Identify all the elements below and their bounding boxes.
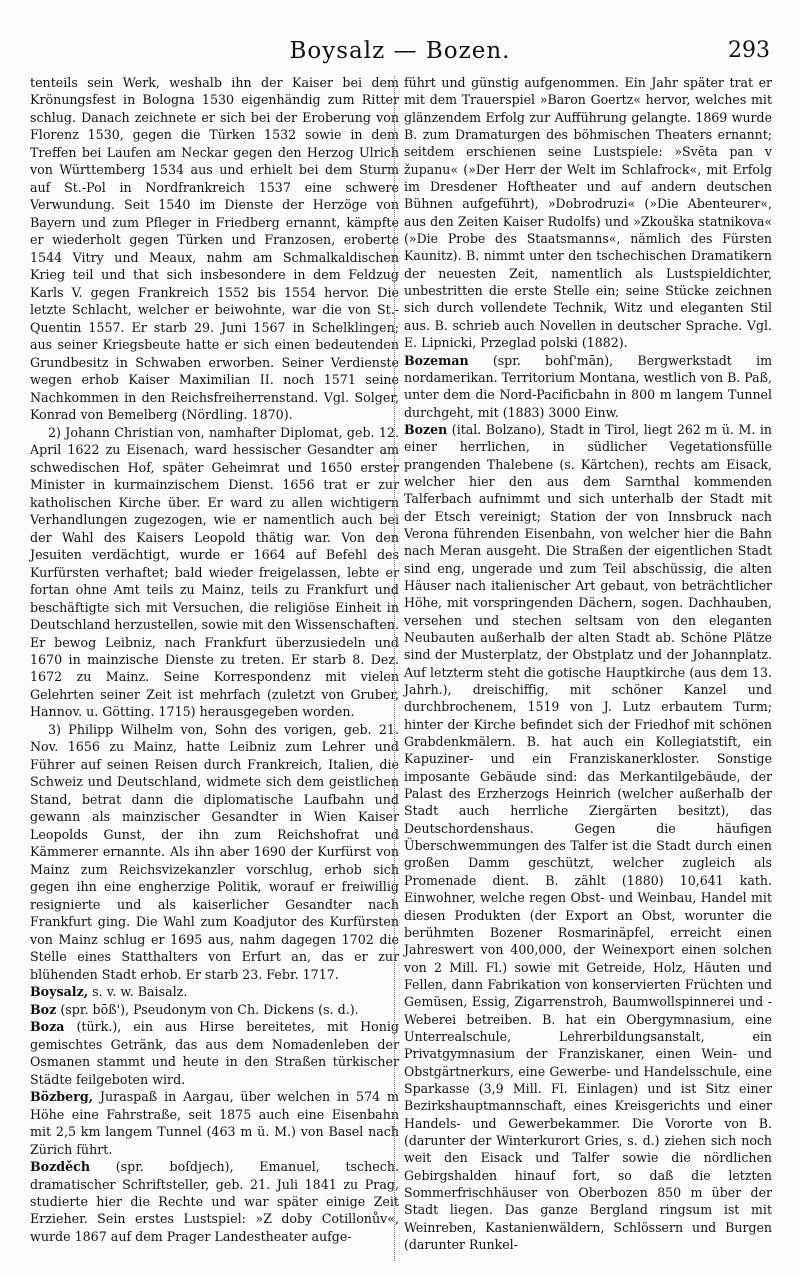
entry-headword: Boysalz, — [30, 984, 89, 1000]
entry-headword: Bözberg, — [30, 1089, 94, 1105]
entry-text: Juraspaß in Aargau, über welchen in 574 m Höhe eine Fahrstraße, seit 1875 auch eine Eisenbahn mit 2,5 km langem Tunnel (463 m ü. M.) von Basel nach Zürich führt. — [30, 1089, 399, 1157]
entry-headword: Boza — [30, 1019, 65, 1035]
entry-text: 3) Philipp Wilhelm von, Sohn des vorigen, geb. 21. Nov. 1656 zu Mainz, hatte Leibniz zum Lehrer und Führer auf seinen Reisen durch Frankreich, Italien, die Schweiz und Deutschland, widmete sich dem geistlichen Stand, betrat dann die diplomatische Laufbahn und gewann als mainzischer Gesandter in Wien Kaiser Leopolds Gunst, der ihn zum Reichshofrat und Kämmerer ernannte. Als ihn aber 1690 der Kurfürst von Mainz zum Reichsvizekanzler vorschlug, erhob sich gegen ihn eine engherzige Politik, worauf er freiwillig resignierte und als kaiserlicher Gesandter nach Frankfurt ging. Die Wahl zum Koadjutor des Kurfürsten von Mainz schlug er 1695 aus, nahm dagegen 1702 die Stelle eines Statthalters von Erfurt an, das er zur blühenden Stadt erhob. Er starb 23. Febr. 1717. — [30, 721, 399, 982]
dictionary-entry — [404, 352, 772, 421]
dictionary-entry — [30, 1158, 399, 1245]
left-column — [30, 74, 399, 1245]
entry-text: führt und günstig aufgenommen. Ein Jahr später trat er mit dem Trauerspiel »Baron Goertz« hervor, welches mit glänzendem Erfolg zur Aufführung gelangte. 1869 wurde B. zum Dramaturgen des böhmischen Theaters ernannt; seitdem erschienen seine Lustspiele: »Svĕta pan v županu« (»Der Herr der Welt im Schlafrock«, mit Erfolg im Dresdener Hoftheater und auf andern deutschen Bühnen aufgeführt), »Dobrodruzi« (»Die Abenteurer«, aus den Zeiten Kaiser Rudolfs) und »Zkouška statnikova« (»Die Probe des Staatsmanns«, nämlich des Fürsten Kaunitz). B. nimmt unter den tschechischen Dramatikern der neuesten Zeit, namentlich als Lustspieldichter, unbestritten die erste Stelle ein; seine Stücke zeichnen sich durch vollendete Technik, Witz und eleganten Stil aus. B. schrieb auch Novellen in deutscher Sprache. Vgl. E. Lipnicki, Przeglad polski (1882). — [404, 75, 772, 351]
page-number: 293 — [728, 38, 770, 63]
dictionary-entry — [30, 1018, 399, 1088]
dictionary-entry — [404, 421, 772, 1254]
entry-text: (ital. Bolzano), Stadt in Tirol, liegt 262 m ü. M. in einer herrlichen, in südlicher Vegetationsfülle prangenden Thalebene (s. Kärtchen), rechts am Eisack, welcher hier den aus dem Sarnthal kommenden Talferbach aufnimmt und sich unterhalb der Stadt mit der Etsch vereinigt; Station der von Innsbruck nach Verona führenden Eisenbahn, von welcher hier die Bahn nach Meran ausgeht. Die Straßen der eigentlichen Stadt sind eng, ungerade und zum Teil abschüssig, die alten Häuser nach italienischer Art gebaut, von beträchtlicher Höhe, mit vorspringenden Dächern, sogen. Dachhauben, versehen und stechen seltsam von den eleganten Neubauten außerhalb der alten Stadt ab. Schöne Plätze sind der Musterplatz, der Obstplatz und der Johannplatz. Auf letzterm steht die gotische Hauptkirche (aus dem 13. Jahrh.), dreischiffig, mit schöner Kanzel und durchbrochenem, 1519 von J. Lutz erbautem Turm; hinter der Kirche befindet sich der Friedhof mit schönen Grabdenkmälern. B. hat auch ein Kollegiatstift, ein Kapuziner- und ein Franziskanerkloster. Sonstige imposante Gebäude sind: das Merkantilgebäude, der Palast des Erzherzogs Heinrich (welcher außerhalb der Stadt auch herrliche Ziergärten besitzt), das Deutschordenshaus. Gegen die häufigen Überschwemmungen des Talfer ist die Stadt durch einen großen Damm geschützt, welcher zugleich als Promenade dient. B. zählt (1880) 10,641 kath. Einwohner, welche regen Obst- und Weinbau, Handel mit diesen Produkten (der Export an Obst, worunter die berühmten Bozener Rosmarinäpfel, erreicht einen Jahreswert von 400,000, der Weinexport einen solchen von 2 Mill. Fl.) sowie mit Getreide, Holz, Häuten und Fellen, dann Fabrikation von konservierten Früchten und Gemüsen, Essig, Zigarrenstroh, Baumwollspinnerei und -Weberei betreiben. B. hat ein Obergymnasium, eine Unterrealschule, Lehrerbildungsanstalt, ein Privatgymnasium der Franziskaner, einen Wein- und Obstgärtnerkurs, eine Gewerbe- und Handelsschule, eine Sparkasse (3,9 Mill. Fl. Einlagen) und ist Sitz einer Bezirkshauptmannschaft, eines Kreisgerichts und einer Handels- und Gewerbekammer. Die Vororte von B. (darunter der Winterkurort Gries, s. d.) ziehen sich noch weit den Eisack und Talfer sowie die nördlichen Gebirgshalden hinauf fort, so daß die letzten Sommerfrischhäuser von Oberbozen 850 m über der Stadt liegen. Das ganze Bergland ringsum ist mit Weinreben, Kastanienwäldern, Schlössern und Burgen (darunter Runkel- — [404, 421, 772, 1253]
entry-text: (spr. bōß'), Pseudonym von Ch. Dickens (s. d.). — [56, 1001, 359, 1017]
right-column — [404, 74, 772, 1253]
column-divider — [394, 76, 396, 1261]
entry-paragraph — [404, 74, 772, 352]
entry-text: (türk.), ein aus Hirse bereitetes, mit Honig gemischtes Getränk, das aus dem Nomadenleben der Osmanen stammt und heute in den Straßen türkischer Städte feilgeboten wird. — [30, 1019, 399, 1087]
entry-paragraph — [30, 721, 399, 983]
entry-headword: Boz — [30, 1001, 57, 1017]
entry-text: tenteils sein Werk, weshalb ihn der Kaiser bei dem Krönungsfest in Bologna 1530 eigenhändig zum Ritter schlug. Danach zeichnete er sich bei der Eroberung von Florenz 1530, gegen die Türken 1532 sowie in dem Treffen bei Laufen am Neckar gegen den Herzog Ulrich von Württemberg 1534 aus und erhielt bei dem Sturm auf St.-Pol in Nordfrankreich 1537 eine schwere Verwundung. Seit 1540 im Dienste der Herzöge von Bayern und zum Pfleger in Friedberg ernannt, kämpfte er wiederholt gegen Türken und Franzosen, eroberte 1544 Vitry und Meaux, nahm am Schmalkaldischen Krieg teil und that sich insbesondere in dem Feldzug Karls V. gegen Frankreich 1552 bis 1554 hervor. Die letzte Schlacht, welcher er beiwohnte, war die von St.-Quentin 1557. Er starb 29. Juni 1567 in Schelklingen; aus seiner Kriegsbeute hatte er sich einen bedeutenden Grundbesitz in Schwaben erworben. Seiner Verdienste wegen erhob Kaiser Maximilian II. noch 1571 seine Nachkommen in den Reichsfreiherrenstand. Vgl. Solger, Konrad von Bemelberg (Nördling. 1870). — [30, 75, 399, 423]
page-header — [30, 38, 770, 68]
dictionary-entry — [30, 983, 399, 1000]
entry-paragraph — [30, 424, 399, 721]
entry-headword: Bozeman — [404, 352, 469, 368]
entry-text: 2) Johann Christian von, namhafter Diplomat, geb. 12. April 1622 zu Eisenach, ward hessischer Gesandter am schwedischen Hof, später Geheimrat und 1650 erster Minister in kurmainzischem Dienst. 1656 trat er zur katholischen Kirche über. Er ward zu allen wichtigern Verhandlungen zugezogen, wie er namentlich auch bei der Wahl des Kaisers Leopold thätig war. Von den Jesuiten verdächtigt, wurde er 1664 auf Befehl des Kurfürsten verhaftet; bald wieder freigelassen, lebte er fortan ohne Amt teils zu Mainz, teils zu Frankfurt und beschäftigte sich mit Versuchen, die religiöse Einheit in Deutschland herzustellen, sowie mit den Wissenschaften. Er bewog Leibniz, nach Frankfurt überzusiedeln und 1670 in mainzische Dienste zu treten. Er starb 8. Dez. 1672 zu Mainz. Seine Korrespondenz mit vielen Gelehrten seiner Zeit ist mehrfach (zuletzt von Gruber, Hannov. u. Götting. 1715) herausgegeben worden. — [30, 424, 399, 720]
entry-text: s. v. w. Baisalz. — [88, 984, 188, 1000]
entry-headword: Bozděch — [30, 1159, 91, 1175]
running-head: Boysalz — Bozen. — [289, 38, 511, 64]
dictionary-entry — [30, 1088, 399, 1158]
entry-paragraph — [30, 74, 399, 424]
entry-text: (spr. bohſ'mān), Bergwerkstadt im nordamerikan. Territorium Montana, westlich von B. Paß, unter dem die Nord-Pacificbahn in 800 m langem Tunnel durchgeht, mit (1883) 3000 Einw. — [404, 352, 772, 420]
entry-headword: Bozen — [404, 421, 448, 437]
dictionary-entry — [30, 1001, 399, 1018]
entry-text: (spr. boſdjech), Emanuel, tschech. dramatischer Schriftsteller, geb. 21. Juli 1841 zu Prag, studierte hier die Rechte und war später einige Zeit Erzieher. Sein erstes Lustspiel: »Z doby Cotillonův«, wurde 1867 auf dem Prager Landestheater aufge- — [30, 1159, 399, 1244]
